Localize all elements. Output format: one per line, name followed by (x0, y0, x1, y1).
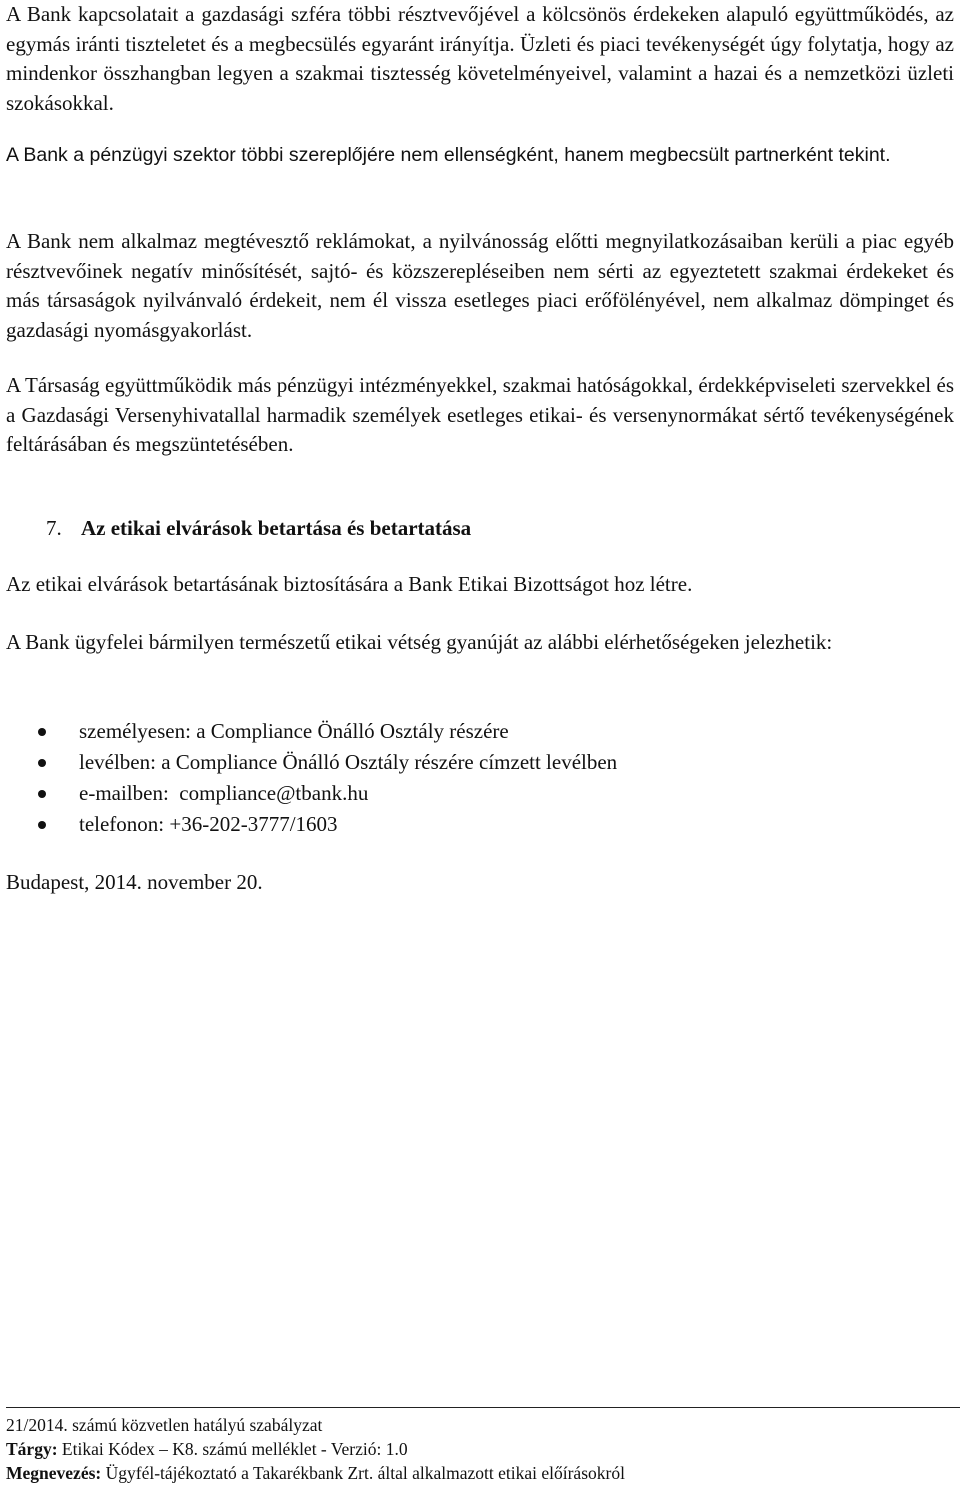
paragraph-cooperation: A Társaság együttműködik más pénzügyi intézményekkel, szakmai hatóságokkal, érdekképviseleti szervekkel és a Gazdasági Versenyhivatallal harmadik személyek esetleges etikai- és versenynormákat sértő tevékenységének feltárásában és megszüntetésében. (6, 373, 954, 456)
bullet-icon (38, 790, 46, 798)
bullet-icon (38, 728, 46, 736)
footer-regulation-line: 21/2014. számú közvetlen hatályú szabályzat (6, 1415, 323, 1435)
paragraph-financial-partners: A Bank a pénzügyi szektor többi szereplőjére nem ellenségként, hanem megbecsült partnerként tekint. (6, 144, 891, 166)
page-footer (6, 1407, 960, 1485)
footer-name-value: Ügyfél-tájékoztató a Takarékbank Zrt. által alkalmazott etikai előírásokról (101, 1463, 625, 1483)
contact-email: e-mailben: compliance@tbank.hu (79, 781, 369, 805)
section-heading (46, 513, 471, 543)
bullet-icon (38, 821, 46, 829)
list-item (6, 747, 617, 778)
list-item (6, 778, 617, 809)
footer-name-line (6, 1461, 960, 1485)
paragraph-reporting-intro: A Bank ügyfelei bármilyen természetű etikai vétség gyanúját az alábbi elérhetőségeken jelezhetik: (6, 630, 833, 654)
contact-phone: telefonon: +36-202-3777/1603 (79, 812, 338, 836)
bullet-icon (38, 759, 46, 767)
section-title: Az etikai elvárások betartása és betartatása (81, 516, 472, 540)
footer-subject-value: Etikai Kódex – K8. számú melléklet - Verzió: 1.0 (57, 1439, 408, 1459)
contact-in-person: személyesen: a Compliance Önálló Osztály részére (79, 719, 509, 743)
contact-list (6, 716, 617, 840)
paragraph-advertising-conduct: A Bank nem alkalmaz megtévesztő reklámokat, a nyilvánosság előtti megnyilatkozásaiban kerüli a piac egyéb résztvevőinek negatív minősítését, sajtó- és közszerepléseiben nem sérti az egyeztetett szakmai érdekeket és más társaságok nyilvánvaló érdekeit, nem él vissza esetleges piaci erőfölényével, nem alkalmaz dömpinget és gazdasági nyomásgyakorlást. (6, 229, 954, 342)
footer-name-label: Megnevezés: (6, 1463, 102, 1483)
section-number: 7. (46, 516, 62, 540)
paragraph-ethics-committee: Az etikai elvárások betartásának biztosítására a Bank Etikai Bizottságot hoz létre. (6, 572, 693, 596)
paragraph-business-relations: A Bank kapcsolatait a gazdasági szféra többi résztvevőjével a kölcsönös érdekeken alapuló együttműködés, az egymás iránti tiszteletet és a megbecsülés egyaránt irányítja. Üzleti és piaci tevékenységét úgy folytatja, hogy az mindenkor összhangban legyen a szakmai tisztesség követelményeivel, valamint a hazai és a nemzetközi üzleti szokásokkal. (6, 2, 954, 115)
closing-date-line: Budapest, 2014. november 20. (6, 870, 263, 894)
footer-subject-label: Tárgy: (6, 1439, 58, 1459)
list-item (6, 716, 617, 747)
footer-subject-line (6, 1437, 960, 1461)
list-item (6, 809, 617, 840)
contact-letter: levélben: a Compliance Önálló Osztály részére címzett levélben (79, 750, 618, 774)
